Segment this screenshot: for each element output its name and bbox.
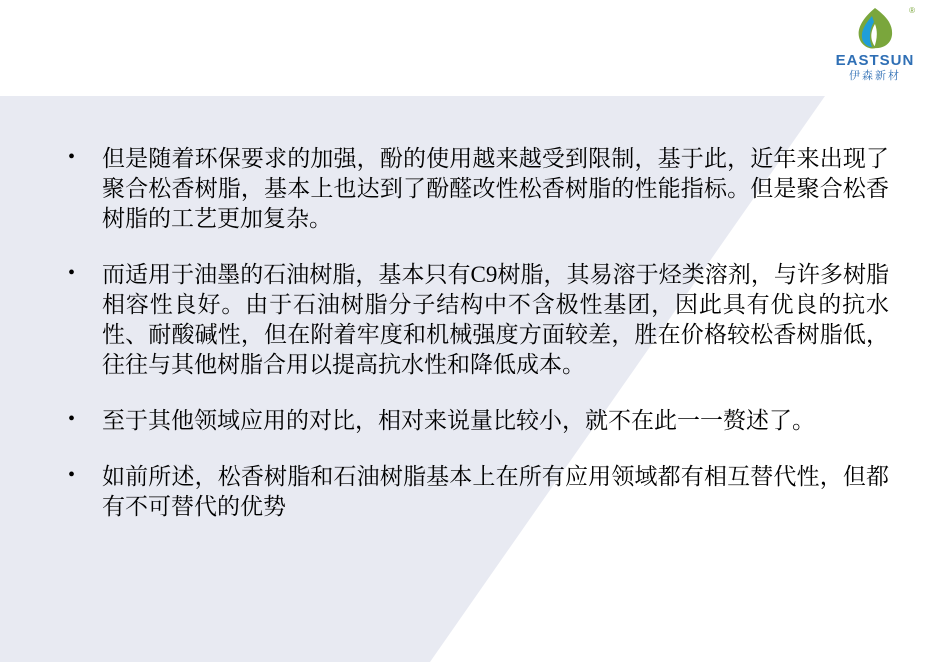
list-item: • 如前所述，松香树脂和石油树脂基本上在所有应用领域都有相互替代性，但都有不可替代的优势	[60, 462, 889, 522]
slide-content	[0, 96, 945, 662]
header-band	[0, 0, 945, 96]
registered-mark: ®	[909, 6, 915, 15]
list-item: • 但是随着环保要求的加强，酚的使用越来越受到限制，基于此，近年来出现了聚合松香树脂，基本上也达到了酚醛改性松香树脂的性能指标。但是聚合松香树脂的工艺更加复杂。	[60, 144, 889, 234]
leaf-droplet-logo-icon	[845, 6, 915, 52]
list-item: • 至于其他领域应用的对比，相对来说量比较小，就不在此一一赘述了。	[60, 406, 889, 436]
logo-chinese-name: 伊森新材	[849, 70, 901, 82]
logo-name: EASTSUN	[835, 52, 915, 69]
list-item: • 而适用于油墨的石油树脂，基本只有C9树脂，其易溶于烃类溶剂，与许多树脂相容性良好。由于石油树脂分子结构中不含极性基团，因此具有优良的抗水性、耐酸碱性，但在附着牢度和机械强度方面较差，胜在价格较松香树脂低，往往与其他树脂合用以提高抗水性和降低成本。	[60, 260, 889, 380]
company-logo	[821, 6, 929, 92]
bullet-list	[0, 96, 945, 522]
